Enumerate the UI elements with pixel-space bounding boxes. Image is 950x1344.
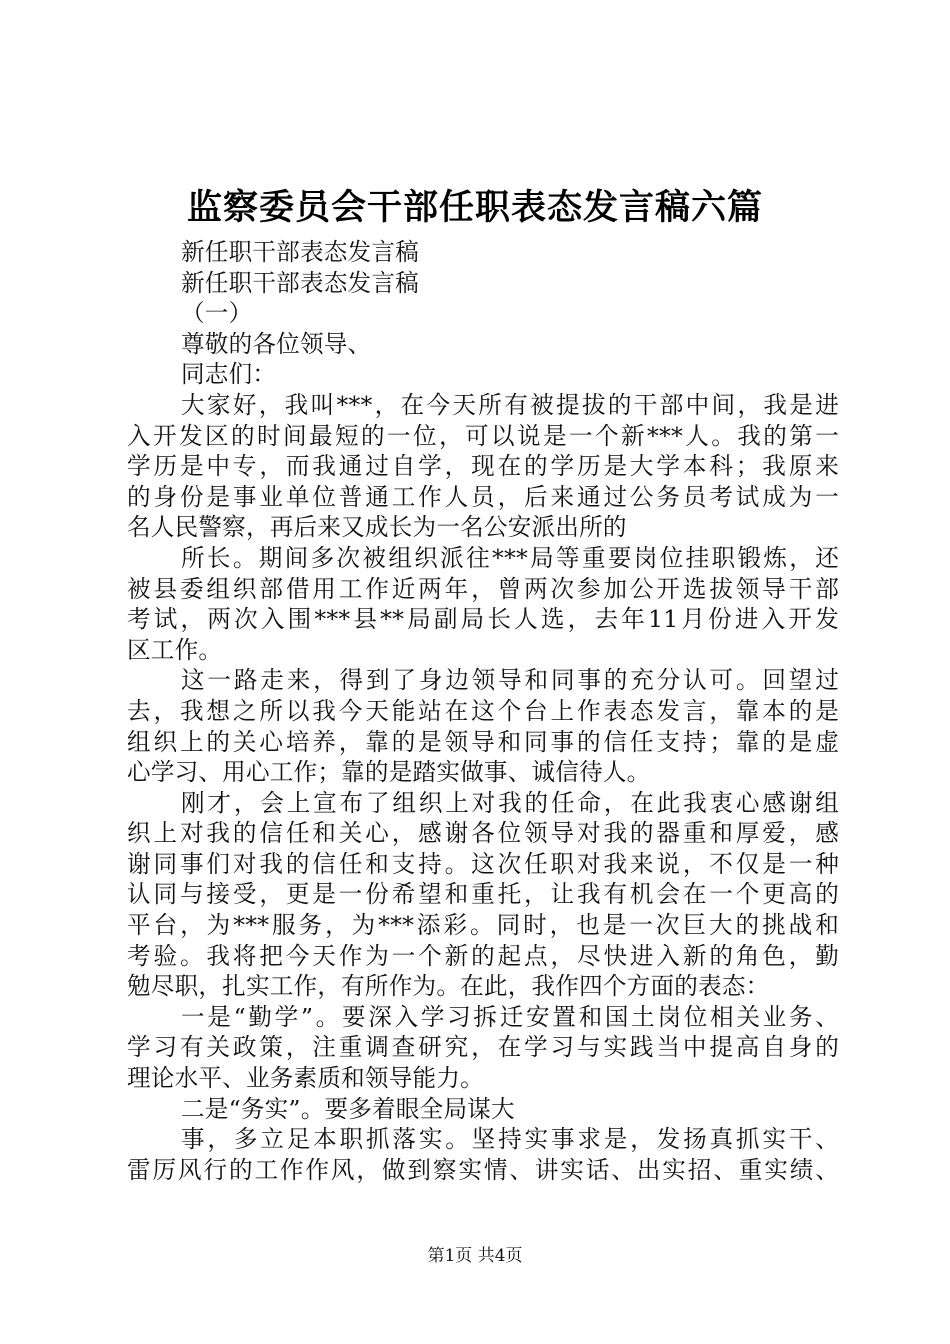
paragraph-line: 学历是中专，而我通过自学，现在的学历是大学本科；我原来	[127, 452, 839, 481]
paragraph-line: 事，多立足本职抓落实。坚持实事求是，发扬真抓实干、	[181, 1125, 839, 1154]
paragraph-line: 去，我想之所以我今天能站在这个台上作表态发言，靠本的是	[127, 696, 839, 725]
paragraph-line: 勉尽职，扎实工作，有所作为。在此，我作四个方面的表态：	[127, 972, 770, 1001]
paragraph-line: 组织上的关心培养，靠的是领导和同事的信任支持；靠的是虚	[127, 727, 839, 756]
section-number: （一）	[181, 299, 253, 328]
paragraph-line: 被县委组织部借用工作近两年，曾两次参加公开选拔领导干部	[127, 574, 839, 603]
document-title: 监察委员会干部任职表态发言稿六篇	[186, 187, 763, 228]
paragraph-line: 心学习、用心工作；靠的是踏实做事、诚信待人。	[127, 758, 651, 787]
paragraph-line: 刚才，会上宣布了组织上对我的任命，在此我衷心感谢组	[181, 788, 839, 817]
subtitle-line: 新任职干部表态发言稿	[181, 238, 419, 266]
paragraph-line: 区工作。	[127, 635, 223, 664]
paragraph-line: 雷厉风行的工作作风，做到察实情、讲实话、出实招、重实绩、	[127, 1155, 839, 1184]
paragraph-line: 的身份是事业单位普通工作人员，后来通过公务员考试成为一	[127, 482, 839, 511]
document-body	[127, 237, 839, 1185]
paragraph-line: 这一路走来，得到了身边领导和同事的充分认可。回望过	[181, 666, 839, 695]
paragraph-line: 入开发区的时间最短的一位，可以说是一个新***人。我的第一	[127, 421, 839, 450]
paragraph-line: 二是“务实”。要多着眼全局谋大	[181, 1094, 515, 1123]
paragraph-line: 大家好，我叫***，在今天所有被提拔的干部中间，我是进	[181, 390, 839, 419]
paragraph-line: 认同与接受，更是一份希望和重托，让我有机会在一个更高的	[127, 880, 839, 909]
subtitle-line: 新任职干部表态发言稿	[181, 268, 419, 297]
paragraph-line: 织上对我的信任和关心，感谢各位领导对我的器重和厚爱，感	[127, 819, 839, 848]
paragraph-line: 所长。期间多次被组织派往***局等重要岗位挂职锻炼，还	[181, 543, 839, 572]
paragraph-line: 谢同事们对我的信任和支持。这次任职对我来说，不仅是一种	[127, 849, 839, 878]
paragraph-line: 考验。我将把今天作为一个新的起点，尽快进入新的角色，勤	[127, 941, 839, 970]
salutation-line: 尊敬的各位领导、	[181, 329, 372, 358]
paragraph-line: 名人民警察，再后来又成长为一名公安派出所的	[127, 513, 627, 542]
paragraph-line: 学习有关政策，注重调查研究，在学习与实践当中提高自身的	[127, 1033, 839, 1062]
salutation-line: 同志们：	[181, 360, 277, 389]
paragraph-line: 平台，为***服务，为***添彩。同时，也是一次巨大的挑战和	[127, 911, 839, 940]
paragraph-line: 一是“勤学”。要深入学习拆迁安置和国土岗位相关业务、	[181, 1002, 839, 1031]
paragraph-line: 考试，两次入围***县**局副局长人选，去年11月份进入开发	[127, 605, 839, 634]
paragraph-line: 理论水平、业务素质和领导能力。	[127, 1064, 484, 1093]
page-footer: 第1页 共4页	[427, 1246, 523, 1266]
